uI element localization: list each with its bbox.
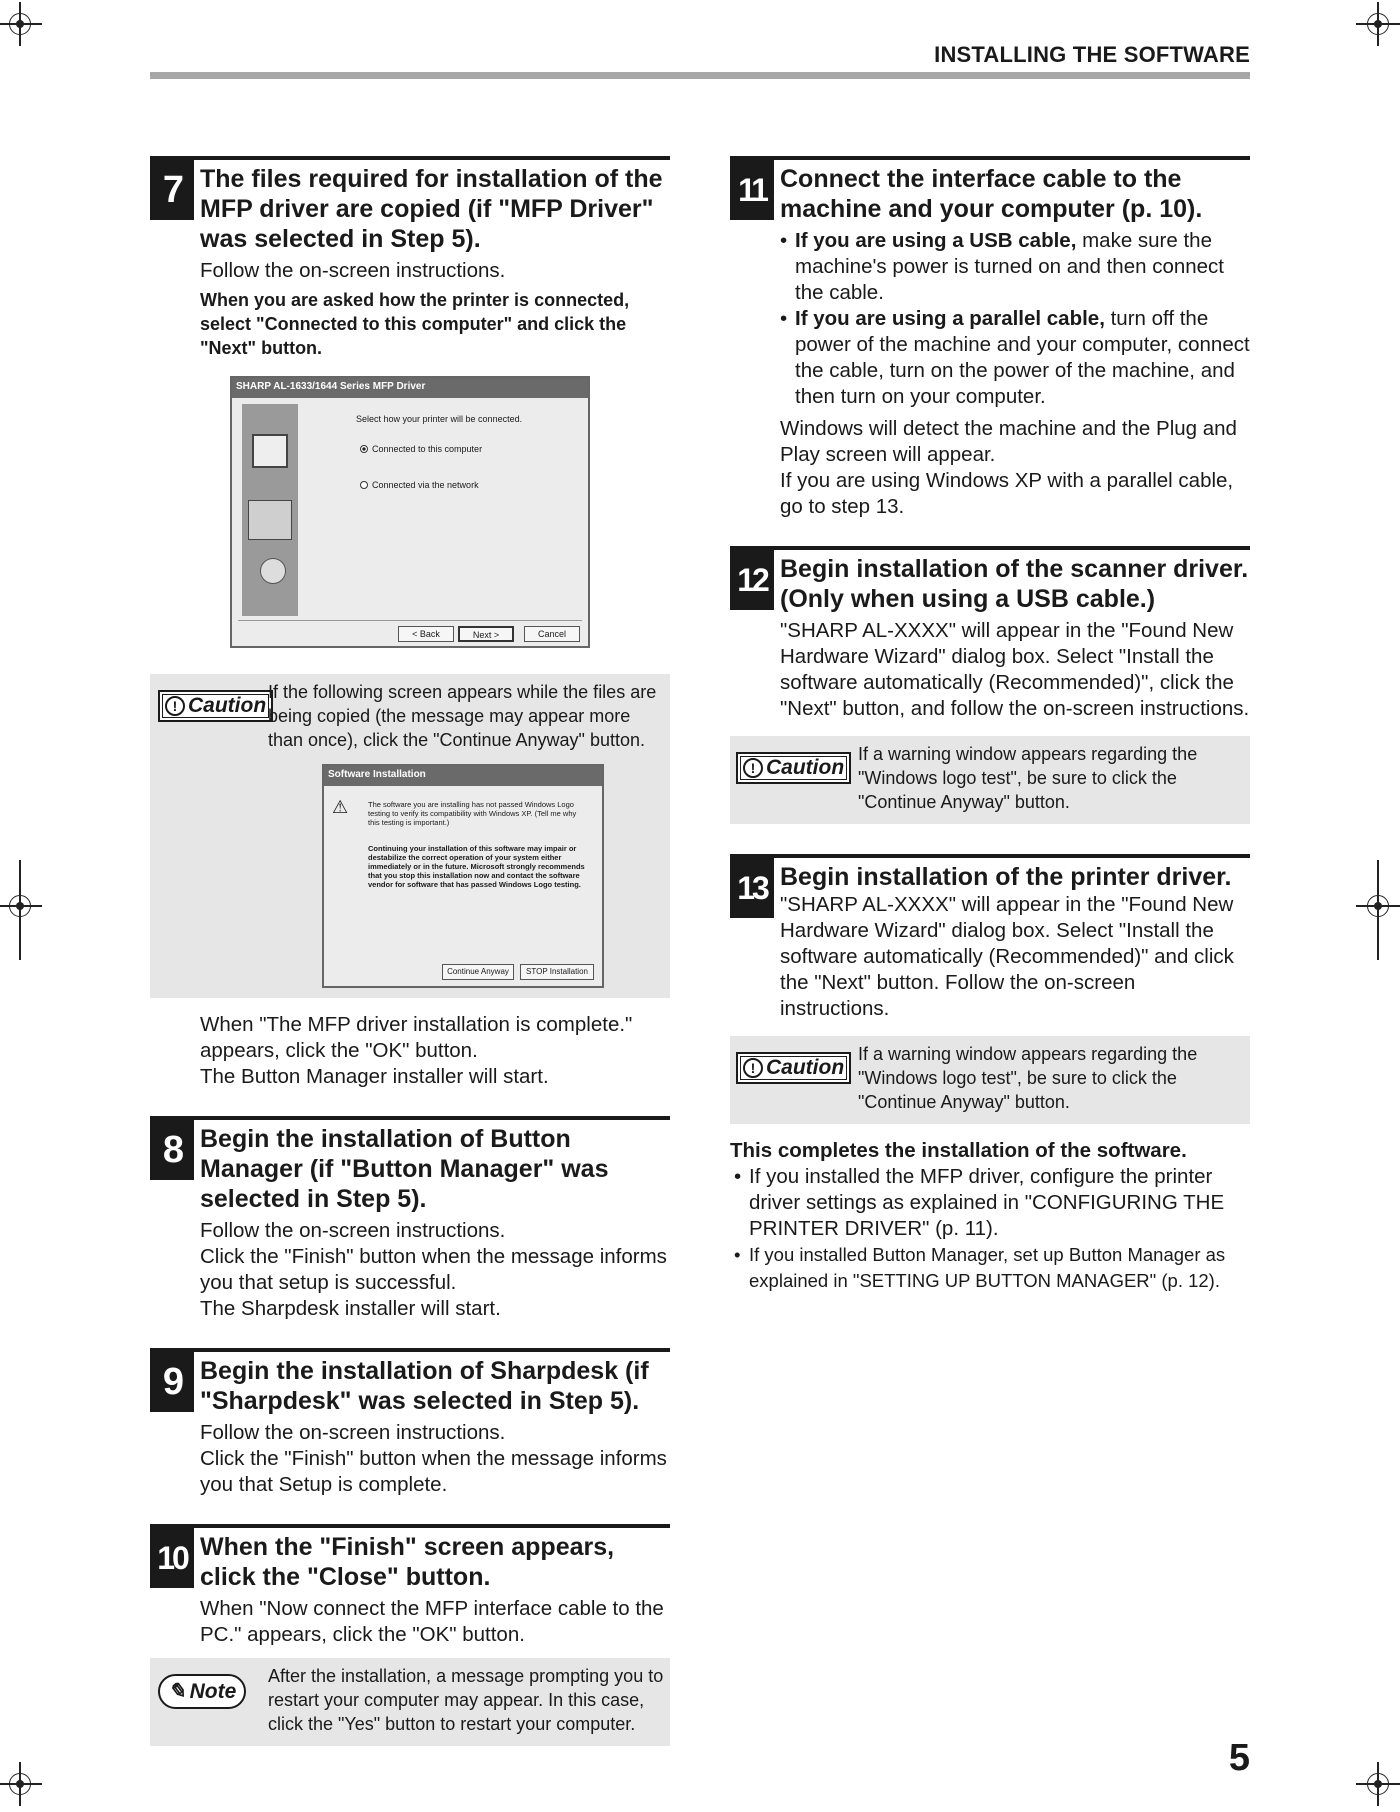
running-header: INSTALLING THE SOFTWARE [934,42,1250,67]
step-text-line: Windows will detect the machine and the Plug and Play screen will appear. [780,417,1237,466]
radio-selected-icon [360,445,368,453]
step-number: 9 [150,1352,194,1412]
bullet-bold: If you are using a parallel cable, [795,307,1105,330]
pencil-icon: ✎ [168,1680,186,1703]
bullet-icon: • [734,1165,742,1188]
bullet-text: turn off the power of the machine and your computer, connect the cable, turn on the power of the machine, and then turn on your computer. [795,307,1250,408]
note-label: Note [189,1679,237,1703]
caution-label: Caution [188,694,267,717]
exclamation-icon: ! [743,758,763,778]
completion-title: This completes the installation of the software. [730,1139,1187,1162]
step-13 [730,854,1250,1124]
step-11 [730,156,1250,520]
left-column [150,156,670,1760]
dialog-warning-text: The software you are installing has not passed Windows Logo testing to verify its compatibility with Windows XP. (Tell me why this testing is important.) [368,800,577,827]
cancel-button[interactable]: Cancel [524,626,580,642]
step-number: 12 [730,550,774,610]
next-button[interactable]: Next > [458,626,514,642]
software-installation-dialog-screenshot [322,764,604,988]
exclamation-icon: ! [743,1058,763,1078]
option-connected-computer[interactable] [360,444,482,455]
step-9 [150,1348,670,1498]
bullet-bold: If you are using a USB cable, [795,229,1077,252]
step-title: Connect the interface cable to the machine and your computer (p. 10). [780,165,1203,223]
computer-illustration-icon [242,404,298,616]
caution-text: If a warning window appears regarding the "Windows logo test", be sure to click the "Continue Anyway" button. [858,1044,1198,1112]
step-text: Follow the on-screen instructions. [200,259,506,282]
option-label: Connected to this computer [372,444,483,454]
note-badge [158,1674,246,1709]
caution-box [730,736,1250,824]
step-12 [730,546,1250,824]
step-title: Begin installation of the printer driver. [780,863,1232,891]
warning-triangle-icon: ⚠ [332,797,349,817]
step-number: 7 [150,160,194,220]
step-title: Begin installation of the scanner driver. (Only when using a USB cable.) [780,555,1249,613]
registration-mark-mid-left-icon [0,884,42,928]
step-number: 8 [150,1120,194,1180]
option-connected-network[interactable] [360,480,479,491]
step-title: The files required for installation of the MFP driver are copied (if "MFP Driver" was selected in Step 5). [200,165,663,253]
crop-mark [19,860,21,960]
mfp-driver-dialog-screenshot [230,376,590,648]
bullet-item [730,1164,1250,1242]
step-text: "SHARP AL-XXXX" will appear in the "Found New Hardware Wizard" dialog box. Select "Install the software automatically (Recommended)" and click the "Next" button. Follow the on-screen instructions. [780,893,1234,1020]
caution-badge [736,1052,851,1084]
caution-text: If the following screen appears while the files are being copied (the message may appear more than once), click the "Continue Anyway" button. [268,682,657,750]
bullet-icon: • [734,1244,741,1265]
caution-badge [736,752,851,784]
step-number: 13 [730,858,774,918]
step-text-line: Follow the on-screen instructions. [200,1219,506,1242]
radio-icon [360,481,368,489]
step-text-line: When "The MFP driver installation is complete." [200,1013,633,1036]
dialog-title: SHARP AL-1633/1644 Series MFP Driver [232,378,588,398]
completion-section [730,1138,1250,1294]
step-text-line: appears, click the "OK" button. [200,1039,478,1062]
note-box [150,1658,670,1746]
step-title: When the "Finish" screen appears, click the "Close" button. [200,1533,615,1591]
registration-mark-top-right-icon [1356,2,1400,46]
bullet-icon: • [780,307,788,330]
step-7 [150,156,670,1090]
step-number: 11 [730,160,774,220]
bullet-item [780,306,1250,410]
right-column [730,156,1250,1294]
bullet-text: If you installed Button Manager, set up Button Manager as explained in "SETTING UP BUTTON MANAGER" (p. 12). [749,1244,1226,1291]
exclamation-icon: ! [165,696,185,716]
dialog-title: Software Installation [324,766,602,786]
caution-box [730,1036,1250,1124]
caution-label: Caution [766,1056,845,1079]
dialog-prompt: Select how your printer will be connected. [356,414,523,424]
registration-mark-top-left-icon [0,2,42,46]
bullet-icon: • [780,229,788,252]
step-bold-instruction: When you are asked how the printer is connected, select "Connected to this computer" and click the "Next" button. [200,290,630,358]
step-text: "SHARP AL-XXXX" will appear in the "Found New Hardware Wizard" dialog box. Select "Install the software automatically (Recommended)", click the "Next" button, and follow the on-screen instructions. [780,619,1250,720]
caution-box [150,674,670,998]
caution-label: Caution [766,756,845,779]
page-number: 5 [1228,1737,1250,1779]
bullet-item [730,1242,1250,1294]
step-10 [150,1524,670,1746]
header-rule [150,72,1250,79]
bullet-item [780,228,1250,306]
step-text-line: Click the "Finish" button when the message informs you that Setup is complete. [200,1447,667,1496]
dialog-warning-text-bold: Continuing your installation of this software may impair or destabilize the correct operation of your system either immediately or in the future. Microsoft strongly recommends that you stop this installation now and contact the software vendor for software that has passed Windows Logo testing. [368,844,585,889]
step-text-line: Follow the on-screen instructions. [200,1421,506,1444]
note-text: After the installation, a message prompting you to restart your computer may appear. In this case, click the "Yes" button to restart your computer. [268,1666,664,1734]
option-label: Connected via the network [372,480,479,490]
continue-anyway-button[interactable]: Continue Anyway [442,964,514,980]
step-text-line: When "Now connect the MFP interface cable to the PC." appears, click the "OK" button. [200,1597,664,1646]
step-text-line: The Sharpdesk installer will start. [200,1297,501,1320]
step-number: 10 [150,1528,194,1588]
back-button[interactable]: < Back [398,626,454,642]
step-text-line: If you are using Windows XP with a parallel cable, go to step 13. [780,469,1234,518]
crop-mark [1377,860,1379,960]
step-8 [150,1116,670,1322]
bullet-text: make sure the machine's power is turned on and then connect the cable. [795,229,1224,304]
registration-mark-bottom-right-icon [1356,1762,1400,1806]
step-title: Begin the installation of Button Manager (if "Button Manager" was selected in Step 5). [200,1125,609,1213]
step-text-line: Click the "Finish" button when the message informs you that setup is successful. [200,1245,667,1294]
caution-badge [158,690,273,722]
stop-installation-button[interactable]: STOP Installation [520,964,594,980]
step-text-line: The Button Manager installer will start. [200,1065,549,1088]
step-title: Begin the installation of Sharpdesk (if "Sharpdesk" was selected in Step 5). [200,1357,649,1415]
caution-text: If a warning window appears regarding the "Windows logo test", be sure to click the "Continue Anyway" button. [858,744,1198,812]
registration-mark-bottom-left-icon [0,1762,42,1806]
bullet-text: If you installed the MFP driver, configure the printer driver settings as explained in "CONFIGURING THE PRINTER DRIVER" (p. 11). [749,1165,1225,1240]
